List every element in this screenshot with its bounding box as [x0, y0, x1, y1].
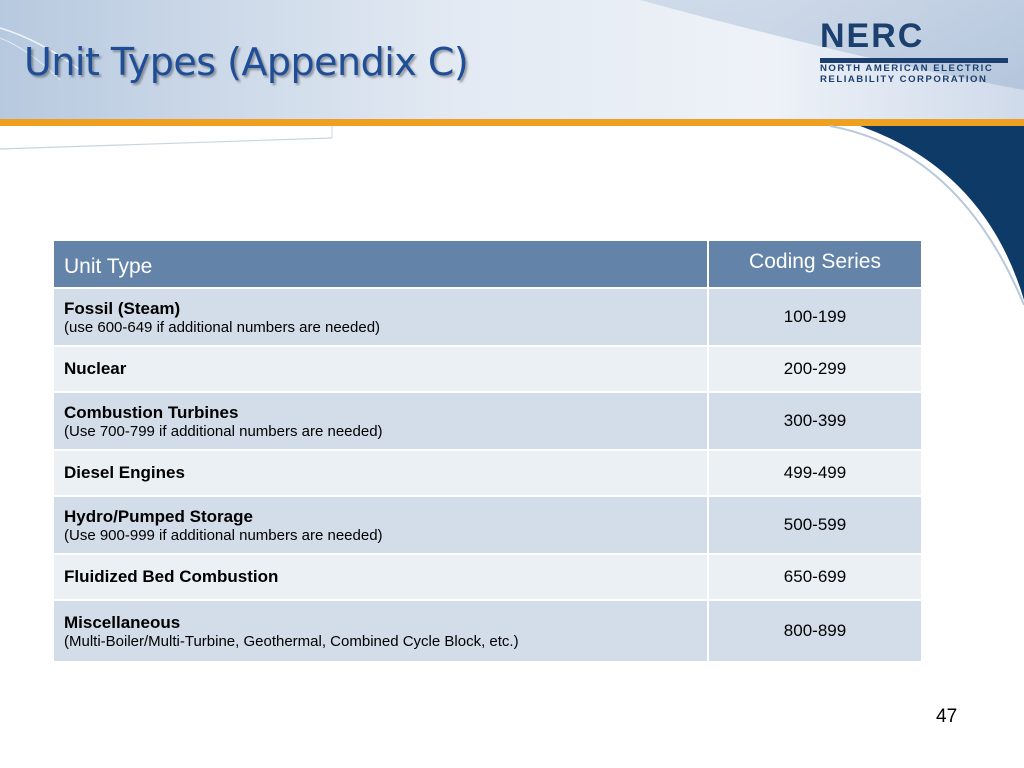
- coding-series-cell: 300-399: [708, 392, 922, 450]
- table-row: [53, 496, 922, 554]
- unit-types-table-wrap: [52, 239, 921, 663]
- table-row: [53, 392, 922, 450]
- unit-type-cell: [53, 496, 708, 554]
- unit-type-note: (Use 900-999 if additional numbers are needed): [64, 526, 383, 544]
- unit-type-name: Nuclear: [64, 359, 127, 378]
- nerc-logo: [820, 17, 1015, 85]
- table-row: [53, 600, 922, 662]
- table-row: [53, 346, 922, 392]
- unit-type-name: Combustion Turbines: [64, 402, 239, 422]
- unit-type-cell: [53, 450, 708, 496]
- coding-series-cell: 499-499: [708, 450, 922, 496]
- table-row: [53, 450, 922, 496]
- logo-wordmark: NERC: [820, 17, 925, 55]
- coding-series-cell: 100-199: [708, 288, 922, 346]
- unit-type-note: (use 600-649 if additional numbers are needed): [64, 318, 381, 336]
- table-row: [53, 288, 922, 346]
- table-header-row: [53, 240, 922, 288]
- coding-series-cell: 200-299: [708, 346, 922, 392]
- unit-type-cell: [53, 288, 708, 346]
- unit-type-cell: [53, 346, 708, 392]
- unit-type-name: Hydro/Pumped Storage: [64, 506, 253, 526]
- slide-title: Unit Types (Appendix C): [24, 40, 469, 84]
- coding-series-cell: 800-899: [708, 600, 922, 662]
- header-unit-type: Unit Type: [53, 240, 708, 288]
- logo-line-1: NORTH AMERICAN ELECTRIC: [820, 63, 994, 74]
- coding-series-cell: 500-599: [708, 496, 922, 554]
- unit-type-name: Fossil (Steam): [64, 298, 181, 318]
- unit-type-name: Fluidized Bed Combustion: [64, 567, 279, 586]
- coding-series-cell: 650-699: [708, 554, 922, 600]
- unit-type-note: (Multi-Boiler/Multi-Turbine, Geothermal, Combined Cycle Block, etc.): [64, 632, 519, 650]
- header-coding-series: Coding Series: [708, 240, 922, 288]
- unit-types-table: [52, 239, 923, 663]
- unit-type-cell: [53, 554, 708, 600]
- unit-type-cell: [53, 600, 708, 662]
- unit-type-note: (Use 700-799 if additional numbers are needed): [64, 422, 383, 440]
- table-row: [53, 554, 922, 600]
- logo-line-2: RELIABILITY CORPORATION: [820, 74, 988, 85]
- orange-accent-bar: [0, 119, 1024, 126]
- unit-type-name: Miscellaneous: [64, 612, 181, 632]
- unit-type-cell: [53, 392, 708, 450]
- unit-type-name: Diesel Engines: [64, 463, 185, 482]
- page-number: 47: [936, 706, 958, 727]
